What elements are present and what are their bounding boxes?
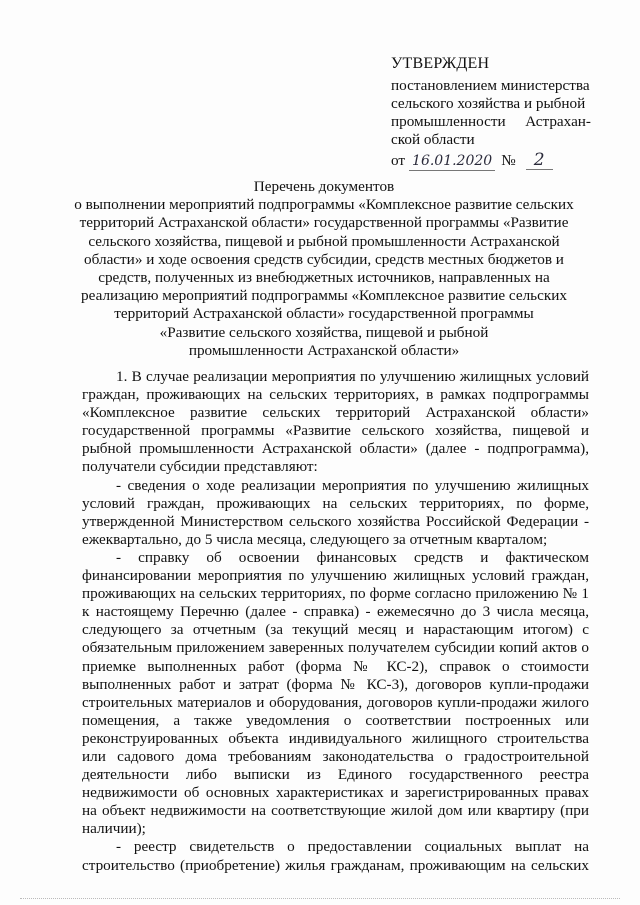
- body-line: проживающих на сельских территориях, по форме согласно приложению № 1: [82, 585, 589, 603]
- approval-line-left: промышленности: [391, 113, 506, 130]
- title-line: «Развитие сельского хозяйства, пищевой и рыбной: [159, 323, 489, 341]
- title-line: области» и ходе освоения средств субсидии, средств местных бюджетов и: [84, 250, 564, 268]
- number-sign: №: [501, 152, 516, 169]
- approval-line-right: Астрахан-: [525, 113, 591, 130]
- body-line: на объект недвижимости на соответствующие жилой дом или квартиру (при: [82, 802, 589, 820]
- body-line: получатели субсидии представляют:: [82, 458, 318, 476]
- title-line: средств, полученных из внебюджетных источников, направленных на: [98, 269, 550, 287]
- body-line: ежеквартально, до 5 числа месяца, следующего за отчетным кварталом;: [82, 530, 548, 548]
- body-line: - реестр свидетельств о предоставлении социальных выплат на: [116, 838, 589, 856]
- title-line: территорий Астраханской области» государственной программы: [114, 305, 534, 323]
- handwritten-number: 2: [526, 151, 553, 170]
- title-line: территорий Астраханской области» государственной программы «Развитие: [79, 214, 569, 232]
- approval-date-row: [391, 151, 591, 171]
- body-line: реконструированных объекта индивидуального жилищного строительства: [82, 729, 589, 747]
- approval-line: [391, 113, 591, 131]
- body-line: - сведения о ходе реализации мероприятия по улучшению жилищных: [116, 476, 589, 494]
- body-line: недвижимости об основных характеристиках и зарегистрированных правах: [82, 784, 589, 802]
- approval-stamp-block: [391, 55, 591, 171]
- title-line: о выполнении мероприятий подпрограммы «Комплексное развитие сельских: [74, 196, 574, 214]
- approval-line: ской области: [391, 131, 475, 148]
- approval-heading: УТВЕРЖДЕН: [391, 55, 490, 72]
- body-line: утвержденной Министерством сельского хозяйства Российской Федерации -: [82, 512, 589, 530]
- body-line: условий граждан, проживающих на сельских территориях, по форме,: [82, 494, 589, 512]
- title-line: сельского хозяйства, пищевой и рыбной промышленности Астраханской: [88, 232, 560, 250]
- title-line: реализацию мероприятий подпрограммы «Комплексное развитие сельских: [81, 287, 567, 305]
- body-line: финансировании мероприятия по улучшению жилищных условий граждан,: [82, 567, 589, 585]
- document-title: [60, 178, 588, 360]
- body-line: «Комплексное развитие сельских территорий Астраханской области»: [82, 404, 589, 422]
- document-body: [82, 368, 589, 875]
- body-line: выполненных работ и затрат (форма № КС-3), договоров купли-продажи: [82, 675, 589, 693]
- date-prefix: от: [391, 152, 406, 169]
- body-line: обязательным приложением заверенных получателем субсидии копий актов о: [82, 639, 589, 657]
- body-line: к настоящему Перечню (далее - справка) - ежемесячно до 3 числа месяца,: [82, 603, 589, 621]
- body-line: граждан, проживающих на сельских территориях, в рамках подпрограммы: [82, 386, 589, 404]
- approval-line: постановлением министерства: [391, 77, 590, 94]
- body-line: государственной программы «Развитие сельского хозяйства, пищевой и: [82, 422, 589, 440]
- body-line: или садового дома требованиям законодательства о градостроительной: [82, 747, 589, 765]
- body-line: наличии);: [82, 820, 146, 838]
- body-line: приемке выполненных работ (форма № КС-2), справок о стоимости: [82, 657, 589, 675]
- body-line: следующего за отчетным (за текущий месяц и нарастающим итогом) с: [82, 621, 589, 639]
- title-line: промышленности Астраханской области»: [188, 341, 460, 359]
- body-line: строительных материалов и оборудования, договоров купли-продажи жилого: [82, 693, 589, 711]
- handwritten-date: 16.01.2020: [409, 152, 495, 171]
- body-line: строительство (приобретение) жилья гражданам, проживающим на сельских: [82, 856, 589, 874]
- page-edge-divider: [20, 897, 620, 899]
- approval-line: сельского хозяйства и рыбной: [391, 95, 586, 112]
- body-line: рыбной промышленности Астраханской области» (далее - подпрограмма),: [82, 440, 589, 458]
- body-line: деятельности либо выписки из Единого государственного реестра: [82, 766, 589, 784]
- title-heading: Перечень документов: [253, 178, 395, 195]
- body-line: 1. В случае реализации мероприятия по улучшению жилищных условий: [116, 368, 589, 385]
- body-line: - справку об освоении финансовых средств и фактическом: [116, 548, 589, 566]
- body-line: помещения, а также уведомления о соответствии построенных или: [82, 711, 589, 729]
